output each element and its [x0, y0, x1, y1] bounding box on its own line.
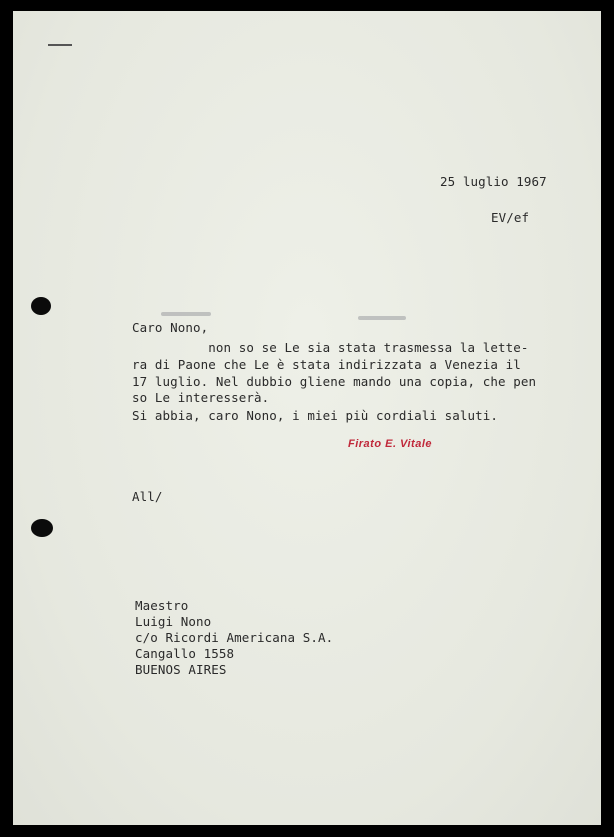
address-line: Cangallo 1558	[135, 646, 235, 661]
erasure-mark	[161, 312, 211, 316]
reference-initials: EV/ef	[491, 210, 530, 225]
body-line: ra di Paone che Le è stata indirizzata a Venezia il	[132, 357, 521, 372]
punch-hole-bottom	[31, 519, 53, 537]
erasure-mark	[358, 316, 406, 320]
address-line: Maestro	[135, 598, 189, 613]
salutation: Caro Nono,	[132, 320, 209, 335]
closing-line: Si abbia, caro Nono, i miei più cordiali saluti.	[132, 408, 499, 423]
enclosure-note: All/	[132, 489, 163, 504]
letter-date: 25 luglio 1967	[440, 174, 547, 189]
pencil-mark	[48, 44, 72, 46]
signature-stamp: Firato E. Vitale	[348, 438, 433, 450]
letter-page	[13, 11, 601, 825]
address-line: Luigi Nono	[135, 614, 212, 629]
body-line: so Le interesserà.	[132, 390, 270, 405]
address-line: c/o Ricordi Americana S.A.	[135, 630, 334, 645]
address-line: BUENOS AIRES	[135, 662, 227, 677]
punch-hole-top	[31, 297, 51, 315]
body-line: 17 luglio. Nel dubbio gliene mando una copia, che pen	[132, 374, 537, 389]
body-line: non so se Le sia stata trasmessa la lette-	[132, 340, 529, 355]
